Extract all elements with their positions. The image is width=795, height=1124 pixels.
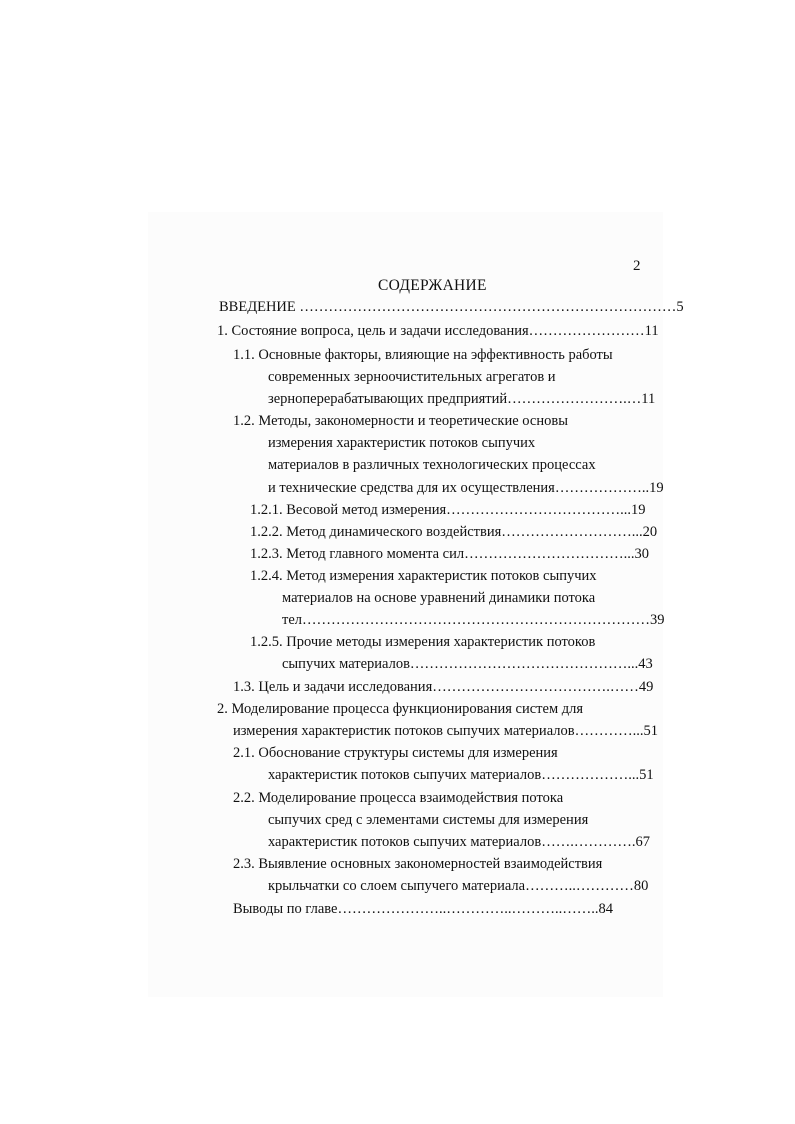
toc-entry-2-1-cont: характеристик потоков сыпучих материалов………………...51 [268, 767, 654, 783]
toc-entry-1-2-4-cont: материалов на основе уравнений динамики потока [282, 590, 596, 606]
toc-entry-1-1-cont: зерноперерабатывающих предприятий…………………….…11 [268, 391, 656, 407]
toc-entry-1-2-4: 1.2.4. Метод измерения характеристик потоков сыпучих [250, 568, 597, 584]
toc-entry-1-3: 1.3. Цель и задачи исследования……………………………….……49 [233, 679, 654, 695]
toc-entry-chapter-2-conclusions: Выводы по главе…………………..…………..………..……..84 [233, 901, 613, 917]
toc-entry-1-1: 1.1. Основные факторы, влияющие на эффективность работы [233, 347, 613, 363]
toc-entry-1-2-cont: материалов в различных технологических процессах [268, 457, 596, 473]
toc-entry-chapter-2: 2. Моделирование процесса функционирования систем для [217, 701, 584, 717]
toc-entry-1-2: 1.2. Методы, закономерности и теоретические основы [233, 413, 568, 429]
toc-entry-1-2-3: 1.2.3. Метод главного момента сил……………………………...30 [250, 546, 649, 562]
toc-entry-2-3-cont: крыльчатки со слоем сыпучего материала………..…………80 [268, 878, 649, 894]
toc-entry-1-2-cont: измерения характеристик потоков сыпучих [268, 435, 536, 451]
toc-entry-1-2-1: 1.2.1. Весовой метод измерения………………………………...19 [250, 502, 646, 518]
toc-entry-2-1: 2.1. Обоснование структуры системы для измерения [233, 745, 558, 761]
toc-entry-introduction: ВВЕДЕНИЕ ……………………………………………………………………5 [219, 299, 684, 315]
toc-entry-chapter-1: 1. Состояние вопроса, цель и задачи исследования……………………11 [217, 323, 659, 339]
toc-entry-2-2: 2.2. Моделирование процесса взаимодействия потока [233, 790, 564, 806]
page-title: СОДЕРЖАНИЕ [378, 277, 487, 294]
toc-entry-chapter-2-cont: измерения характеристик потоков сыпучих материалов…………...51 [233, 723, 658, 739]
toc-entry-2-2-cont: характеристик потоков сыпучих материалов…….………….67 [268, 834, 650, 850]
toc-entry-1-2-2: 1.2.2. Метод динамического воздействия………………………...20 [250, 524, 658, 540]
toc-entry-1-2-5: 1.2.5. Прочие методы измерения характеристик потоков [250, 634, 596, 650]
toc-entry-1-2-4-cont: тел………………………………………………………………39 [282, 612, 665, 628]
toc-entry-1-2-5-cont: сыпучих материалов………………………………………...43 [282, 656, 653, 672]
toc-entry-1-2-cont: и технические средства для их осуществления………………..19 [268, 480, 664, 496]
toc-entry-1-1-cont: современных зерноочистительных агрегатов и [268, 369, 556, 385]
toc-entry-2-3: 2.3. Выявление основных закономерностей взаимодействия [233, 856, 603, 872]
toc-entry-2-2-cont: сыпучих сред с элементами системы для измерения [268, 812, 589, 828]
page-number: 2 [633, 258, 641, 274]
